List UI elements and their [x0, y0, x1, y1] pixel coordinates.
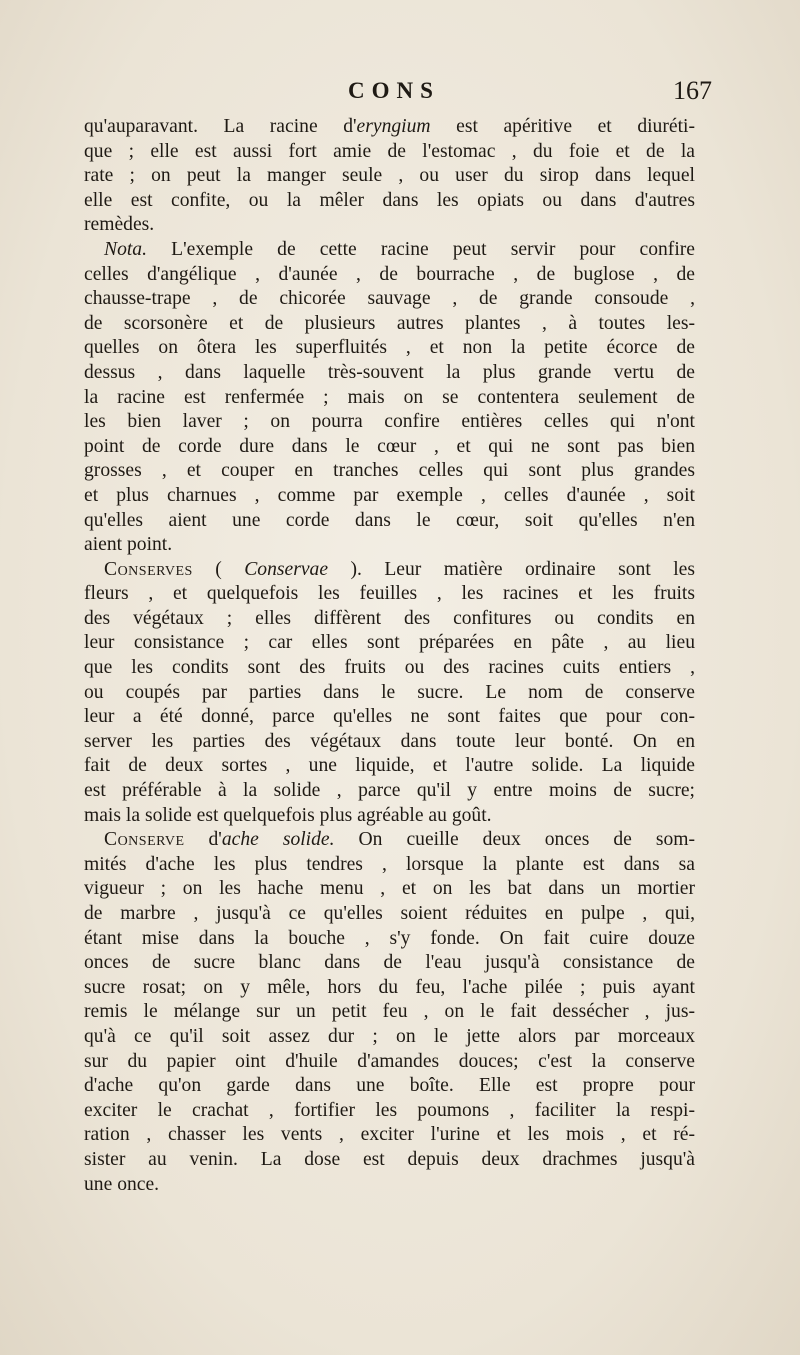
text-line: leur consistance ; car elles sont préparées en pâte , au lieu — [84, 632, 695, 654]
text-line — [84, 238, 695, 263]
text-line: mités d'ache les plus tendres , lorsque la plante est dans sa — [84, 853, 695, 875]
text-fragment: ( — [192, 558, 245, 580]
paragraph-conserve-ache — [84, 828, 695, 1197]
text-fragment: est apéritive et diuréti- — [430, 116, 695, 137]
page-number: 167 — [673, 76, 712, 105]
page-header — [84, 76, 712, 114]
text-line: quelles on ôtera les superfluités , et non la petite écorce de — [84, 337, 695, 359]
text-line: leur a été donné, parce qu'elles ne sont faites que pour con- — [84, 706, 695, 728]
text-line: que les condits sont des fruits ou des racines cuits entiers , — [84, 657, 695, 679]
text-line — [84, 558, 695, 583]
text-line: qu'à ce qu'il soit assez dur ; on le jette alors par morceaux — [84, 1025, 695, 1047]
text-line: server les parties des végétaux dans toute leur bonté. On en — [84, 730, 695, 752]
entry-headword: Conserves — [104, 558, 193, 580]
body-text — [84, 115, 695, 1197]
text-fragment: L'exemple de cette racine peut servir pour confire — [147, 238, 695, 260]
text-line: qu'elles aient une corde dans le cœur, soit qu'elles n'en — [84, 509, 695, 531]
running-head: CONS — [348, 78, 440, 103]
text-line: remèdes. — [84, 214, 155, 236]
text-line — [84, 115, 695, 140]
text-line: les bien laver ; on pourra confire entières celles qui n'ont — [84, 411, 695, 433]
text-line: étant mise dans la bouche , s'y fonde. On fait cuire douze — [84, 927, 695, 949]
text-line: exciter le crachat , fortifier les poumons , faciliter la respi- — [84, 1099, 695, 1121]
text-line: rate ; on peut la manger seule , ou user du sirop dans lequel — [84, 165, 695, 187]
text-fragment: d' — [184, 829, 222, 851]
text-line: aient point. — [84, 534, 173, 556]
paragraph-eryngium — [84, 115, 695, 238]
entry-headword: Conserve — [104, 829, 185, 851]
text-line: de marbre , jusqu'à ce qu'elles soient réduites en pulpe , qui, — [84, 903, 695, 924]
text-line: et plus charnues , comme par exemple , celles d'aunée , soit — [84, 484, 695, 506]
text-line: mais la solide est quelquefois plus agréable au goût. — [84, 804, 492, 826]
text-line: sister au venin. La dose est depuis deux drachmes jusqu'à — [84, 1148, 695, 1170]
text-line: sucre rosat; on y mêle, hors du feu, l'ache pilée ; puis ayant — [84, 976, 695, 998]
text-line: remis le mélange sur un petit feu , on le fait dessécher , jus- — [84, 1001, 695, 1023]
text-line: vigueur ; on les hache menu , et on les bat dans un mortier — [84, 878, 695, 900]
text-line: ration , chasser les vents , exciter l'urine et les mois , et ré- — [84, 1124, 695, 1146]
text-fragment: ). Leur matière ordinaire sont les — [328, 558, 695, 580]
italic-term: ache solide. — [221, 829, 335, 851]
text-line: est préférable à la solide , parce qu'il y entre moins de sucre; — [84, 780, 695, 802]
text-line: la racine est renfermée ; mais on se contentera seulement de — [84, 386, 695, 408]
text-line: des végétaux ; elles diffèrent des confitures ou condits en — [84, 607, 695, 629]
text-line: fait de deux sortes , une liquide, et l'autre solide. La liquide — [84, 755, 695, 777]
text-line: onces de sucre blanc dans de l'eau jusqu'à consistance de — [84, 952, 695, 974]
paragraph-conserves — [84, 558, 695, 829]
text-line: d'ache qu'on garde dans une boîte. Elle est propre pour — [84, 1075, 695, 1097]
text-line: fleurs , et quelquefois les feuilles , les racines et les fruits — [84, 583, 695, 605]
text-line: ou coupés par parties dans le sucre. Le nom de conserve — [84, 681, 695, 703]
text-line: grosses , et couper en tranches celles qui sont plus grandes — [84, 460, 695, 482]
text-fragment: qu'auparavant. La racine d' — [84, 116, 357, 137]
text-line: celles d'angélique , d'aunée , de bourrache , de buglose , de — [84, 263, 695, 285]
text-fragment: On cueille deux onces de som- — [334, 829, 696, 851]
paragraph-nota — [84, 238, 695, 558]
text-line: de scorsonère et de plusieurs autres plantes , à toutes les- — [84, 312, 695, 334]
text-line: point de corde dure dans le cœur , et qui ne sont pas bien — [84, 435, 695, 457]
text-line: elle est confite, ou la mêler dans les opiats ou dans d'autres — [84, 189, 695, 211]
text-line: sur du papier oint d'huile d'amandes douces; c'est la conserve — [84, 1050, 695, 1072]
nota-label: Nota. — [104, 238, 148, 260]
text-line: une once. — [84, 1173, 160, 1195]
text-line: chausse-trape , de chicorée sauvage , de grande consoude , — [84, 288, 695, 310]
italic-term: Conservae — [244, 558, 329, 580]
text-line — [84, 828, 695, 853]
text-line: que ; elle est aussi fort amie de l'estomac , du foie et de la — [84, 140, 695, 162]
text-line: dessus , dans laquelle très-souvent la plus grande vertu de — [84, 361, 695, 383]
italic-term: eryngium — [356, 116, 431, 137]
